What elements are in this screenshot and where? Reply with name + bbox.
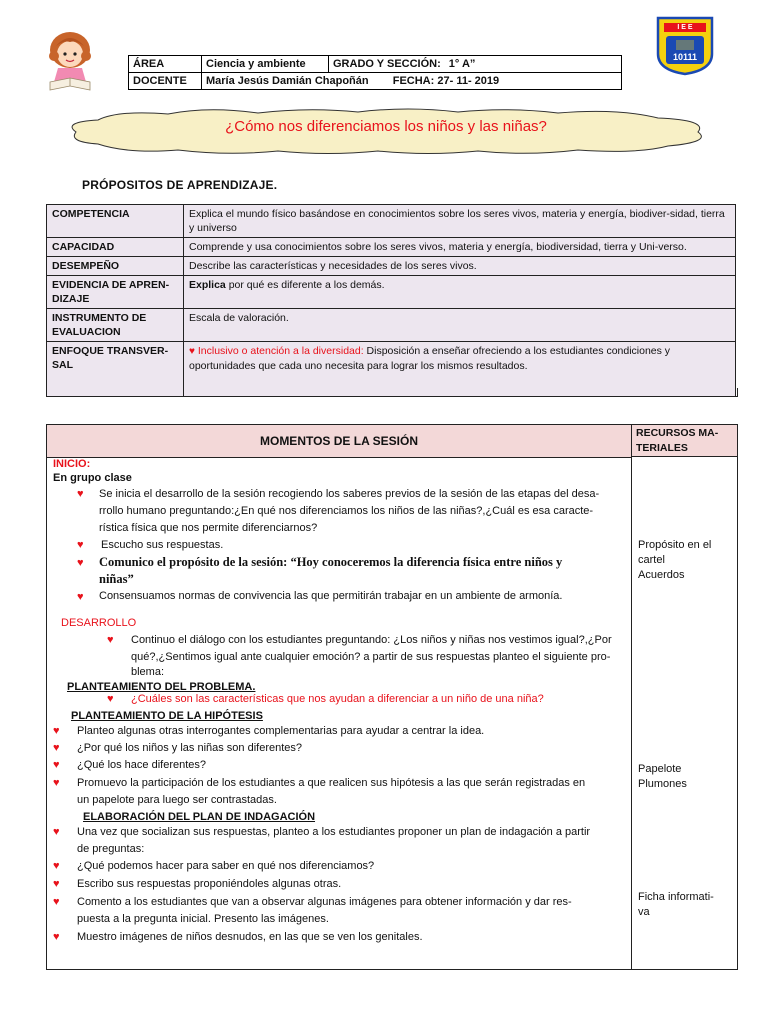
date-label: FECHA:: [392, 75, 435, 87]
date-value: 27- 11- 2019: [437, 75, 500, 87]
area-value: Ciencia y ambiente: [202, 56, 329, 73]
table-row: [47, 276, 736, 309]
row-value: Comprende y usa conocimientos sobre los seres vivos, materia y energía, biodiversidad, tierra y Uni-verso.: [184, 238, 736, 257]
row-key: EVIDENCIA DE APREN-DIZAJE: [47, 276, 184, 309]
heart-icon: ♥: [53, 931, 60, 943]
heart-icon: ♥: [77, 539, 84, 551]
heart-icon: ♥: [53, 759, 60, 771]
session-title: ¿Cómo nos diferenciamos los niños y las niñas?: [225, 118, 547, 135]
plan-line: ¿Qué podemos hacer para saber en qué nos diferenciamos?: [77, 860, 375, 872]
badge-letters: I E E: [677, 24, 693, 31]
heart-icon: ♥: [107, 693, 114, 705]
purposes-table: [46, 204, 736, 397]
desarrollo-line: Continuo el diálogo con los estudiantes preguntando: ¿Los niños y niñas nos vestimos igual?,¿Por: [131, 634, 612, 646]
purpose-statement: Comunico el propósito de la sesión: “Hoy conoceremos la diferencia física entre niños y: [99, 555, 563, 569]
heart-icon: ♥: [53, 826, 60, 838]
school-badge-logo: [656, 16, 714, 76]
resource-item: cartel: [638, 554, 665, 566]
row-value: Escala de valoración.: [184, 309, 736, 342]
table-row: [47, 309, 736, 342]
resources-header: RECURSOS MA-TERIALES: [632, 425, 737, 457]
row-key: INSTRUMENTO DE EVALUACION: [47, 309, 184, 342]
hipotesis-line: Promuevo la participación de los estudiantes a que realicen sus hipótesis a las que serán registradas en: [77, 777, 586, 789]
purposes-title: PRÓPOSITOS DE APRENDIZAJE.: [82, 178, 278, 192]
teacher-value: María Jesús Damián Chapoñán: [206, 75, 369, 87]
resource-item: Acuerdos: [638, 569, 685, 581]
hipotesis-line: un papelote para luego ser contrastadas.: [77, 794, 277, 806]
hipotesis-title: PLANTEAMIENTO DE LA HIPÓTESIS: [71, 710, 263, 722]
table-row: [47, 205, 736, 238]
row-value: Describe las características y necesidades de los seres vivos.: [184, 257, 736, 276]
row-key: DESEMPEÑO: [47, 257, 184, 276]
heart-icon: ♥: [107, 634, 114, 646]
heart-icon: ♥: [77, 591, 84, 603]
plan-line: puesta a la pregunta inicial. Presento las imágenes.: [77, 913, 329, 925]
plan-title: ELABORACIÓN DEL PLAN DE INDAGACIÓN: [83, 811, 316, 823]
resource-item: Propósito en el: [638, 539, 712, 551]
desarrollo-line: blema:: [131, 666, 165, 678]
plan-line: Muestro imágenes de niños desnudos, en las que se ven los genitales.: [77, 931, 423, 943]
girl-reading-illustration: [46, 26, 94, 96]
row-key: CAPACIDAD: [47, 238, 184, 257]
resource-item: Ficha informati-: [638, 891, 714, 903]
row-value: [184, 276, 736, 309]
purpose-statement: niñas”: [99, 572, 134, 586]
row-value: Explica el mundo físico basándose en conocimientos sobre los seres vivos, materia y energía, biodiver-sidad, tierra y universo: [184, 205, 736, 238]
resource-item: Papelote: [638, 763, 682, 775]
hipotesis-line: ¿Qué los hace diferentes?: [77, 759, 207, 771]
resource-item: va: [638, 906, 650, 918]
problema-question: ¿Cuáles son las características que nos ayudan a diferenciar a un niño de una niña?: [131, 693, 544, 705]
desarrollo-label: DESARROLLO: [61, 617, 137, 629]
moments-title: MOMENTOS DE LA SESIÓN: [259, 434, 418, 448]
row-value-rest: Disposición a enseñar ofreciendo a los estudiantes condiciones y oportunidades que cada uno necesita para lograr los mismos resultados.: [189, 345, 671, 372]
plan-line: Una vez que socializan sus respuestas, planteo a los estudiantes proponer un plan de indagación a partir: [77, 826, 591, 838]
area-label: ÁREA: [129, 56, 202, 73]
inicio-line: Escucho sus respuestas.: [101, 539, 224, 551]
header-table: [128, 55, 622, 90]
grade-value: 1° A”: [445, 56, 622, 73]
row-value-rest: por qué es diferente a los demás.: [225, 279, 385, 291]
heart-icon: ♥: [189, 346, 195, 357]
desarrollo-line: qué?,¿Sentimos igual ante cualquier emoción? a partir de sus respuestas planteo el siguiente pro-: [131, 651, 611, 663]
heart-icon: ♥: [53, 777, 60, 789]
heart-icon: ♥: [53, 742, 60, 754]
column-divider: [631, 457, 632, 969]
grade-label: GRADO Y SECCIÓN:: [329, 56, 445, 73]
plan-line: Comento a los estudiantes que van a observar algunas imágenes para obtener información y dar res-: [77, 896, 572, 908]
hipotesis-line: Planteo algunas otras interrogantes complementarias para ayudar a centrar la idea.: [77, 725, 485, 737]
row-key: ENFOQUE TRANSVER-SAL: [47, 342, 184, 397]
row-value-bold: Explica: [189, 279, 226, 291]
heart-icon: ♥: [53, 860, 60, 872]
inicio-line: rrollo humano preguntando:¿En qué nos diferenciamos los niños de las niñas?,¿Cuál es esa caracte-: [99, 505, 594, 517]
heart-icon: ♥: [77, 557, 84, 569]
moments-header: [47, 425, 632, 458]
purposes-bottom-frame: [46, 388, 738, 397]
heart-icon: ♥: [53, 878, 60, 890]
inicio-line: rística física que nos permite diferenciarnos?: [99, 522, 318, 534]
session-table: [46, 424, 738, 970]
resource-item: Plumones: [638, 778, 687, 790]
grupo-label: En grupo clase: [53, 472, 132, 484]
table-row: [47, 238, 736, 257]
heart-icon: ♥: [77, 488, 84, 500]
badge-number: 10111: [672, 52, 698, 62]
row-key: COMPETENCIA: [47, 205, 184, 238]
problema-title: PLANTEAMIENTO DEL PROBLEMA.: [67, 681, 256, 693]
plan-line: de preguntas:: [77, 843, 145, 855]
inicio-label: INICIO:: [53, 458, 91, 470]
inicio-line: Consensuamos normas de convivencia las que permitirán trabajar en un ambiente de armonía.: [99, 590, 563, 602]
inicio-line: Se inicia el desarrollo de la sesión recogiendo los saberes previos de la sesión de las etapas del desa-: [99, 488, 600, 500]
hipotesis-line: ¿Por qué los niños y las niñas son diferentes?: [77, 742, 303, 754]
row-value-red: Inclusivo o atención a la diversidad:: [197, 345, 364, 357]
heart-icon: ♥: [53, 725, 60, 737]
plan-line: Escribo sus respuestas proponiéndoles algunas otras.: [77, 878, 342, 890]
teacher-date-cell: [202, 73, 622, 90]
teacher-label: DOCENTE: [129, 73, 202, 90]
heart-icon: ♥: [53, 896, 60, 908]
table-row: [47, 257, 736, 276]
